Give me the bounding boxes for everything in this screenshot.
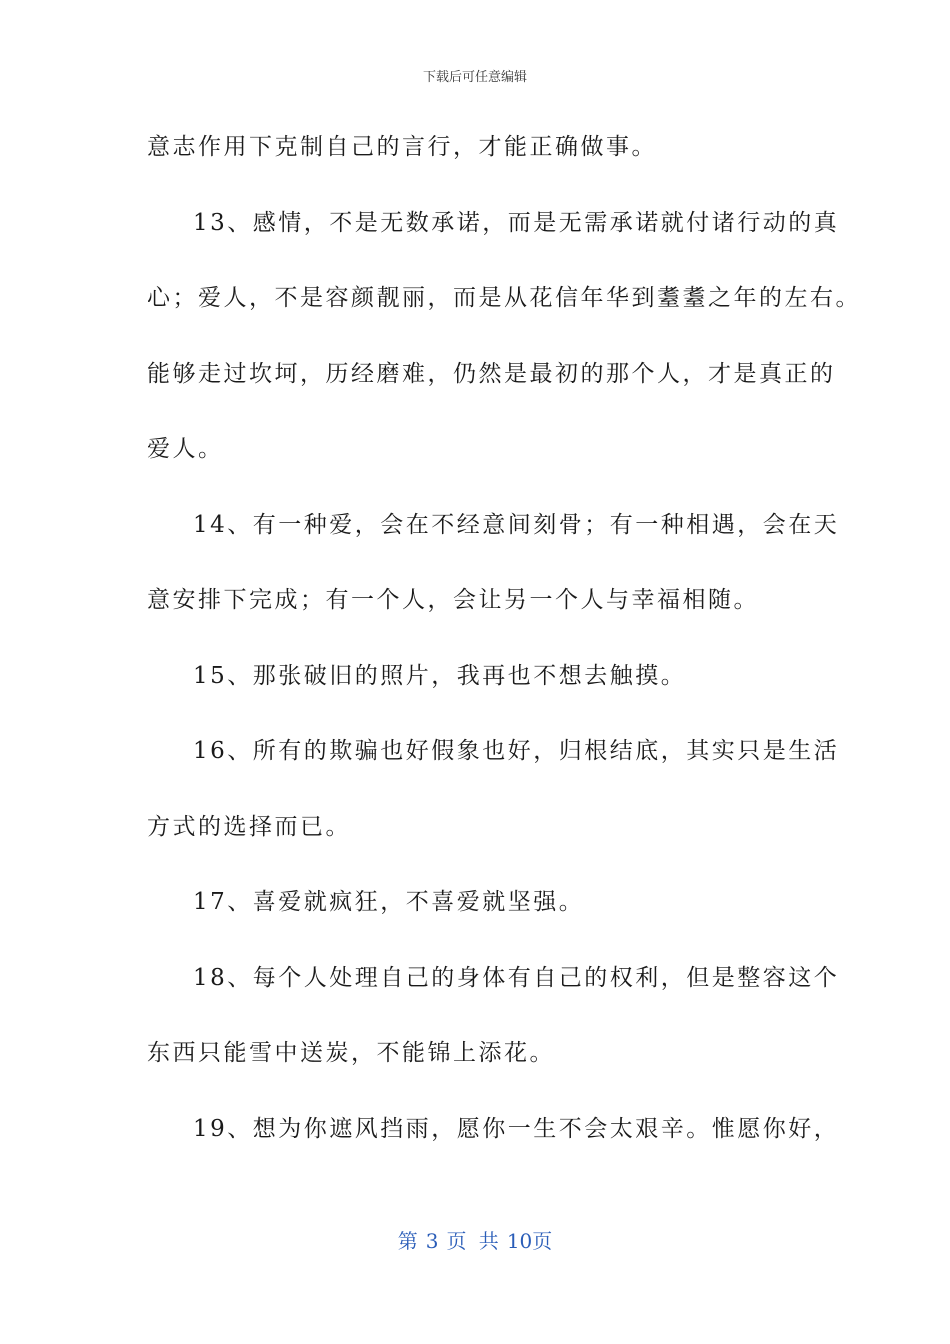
text-line: 方式的选择而已。 [147,813,351,840]
text-line: 东西只能雪中送炭，不能锦上添花。 [147,1040,555,1066]
page-header: 下载后可任意编辑 [422,70,527,85]
footer-total-pages: 10页 [506,1229,553,1253]
paragraph-line: 14、有一种爱，会在不经意间刻骨；有一种相遇，会在天 [193,511,840,538]
text-line: 爱人。 [147,436,224,462]
text-line: 心；爱人，不是容颜靓丽，而是从花信年华到耋耋之年的左右。 [147,285,861,311]
paragraph-line: 19、想为你遮风挡雨，愿你一生不会太艰辛。惟愿你好， [193,1115,840,1142]
paragraph-line: 17、喜爱就疯狂，不喜爱就坚强。 [193,889,585,915]
footer-page-number: 3 [425,1229,439,1253]
paragraph-line: 18、每个人处理自己的身体有自己的权利，但是整容这个 [193,964,840,991]
paragraph-line: 15、那张破旧的照片，我再也不想去触摸。 [193,662,687,689]
text-line: 意志作用下克制自己的言行，才能正确做事。 [147,134,657,160]
page-footer [0,1225,950,1254]
text-line: 意安排下完成；有一个人，会让另一个人与幸福相随。 [147,587,759,613]
document-body [147,121,861,1178]
footer-middle: 页 共 [446,1229,499,1253]
text-line: 能够走过坎坷，历经磨难，仍然是最初的那个人，才是真正的 [147,360,836,387]
footer-prefix: 第 [397,1229,418,1253]
paragraph-line: 16、所有的欺骗也好假象也好，归根结底，其实只是生活 [193,738,840,764]
paragraph-line: 13、感情，不是无数承诺，而是无需承诺就付诸行动的真 [193,209,840,236]
